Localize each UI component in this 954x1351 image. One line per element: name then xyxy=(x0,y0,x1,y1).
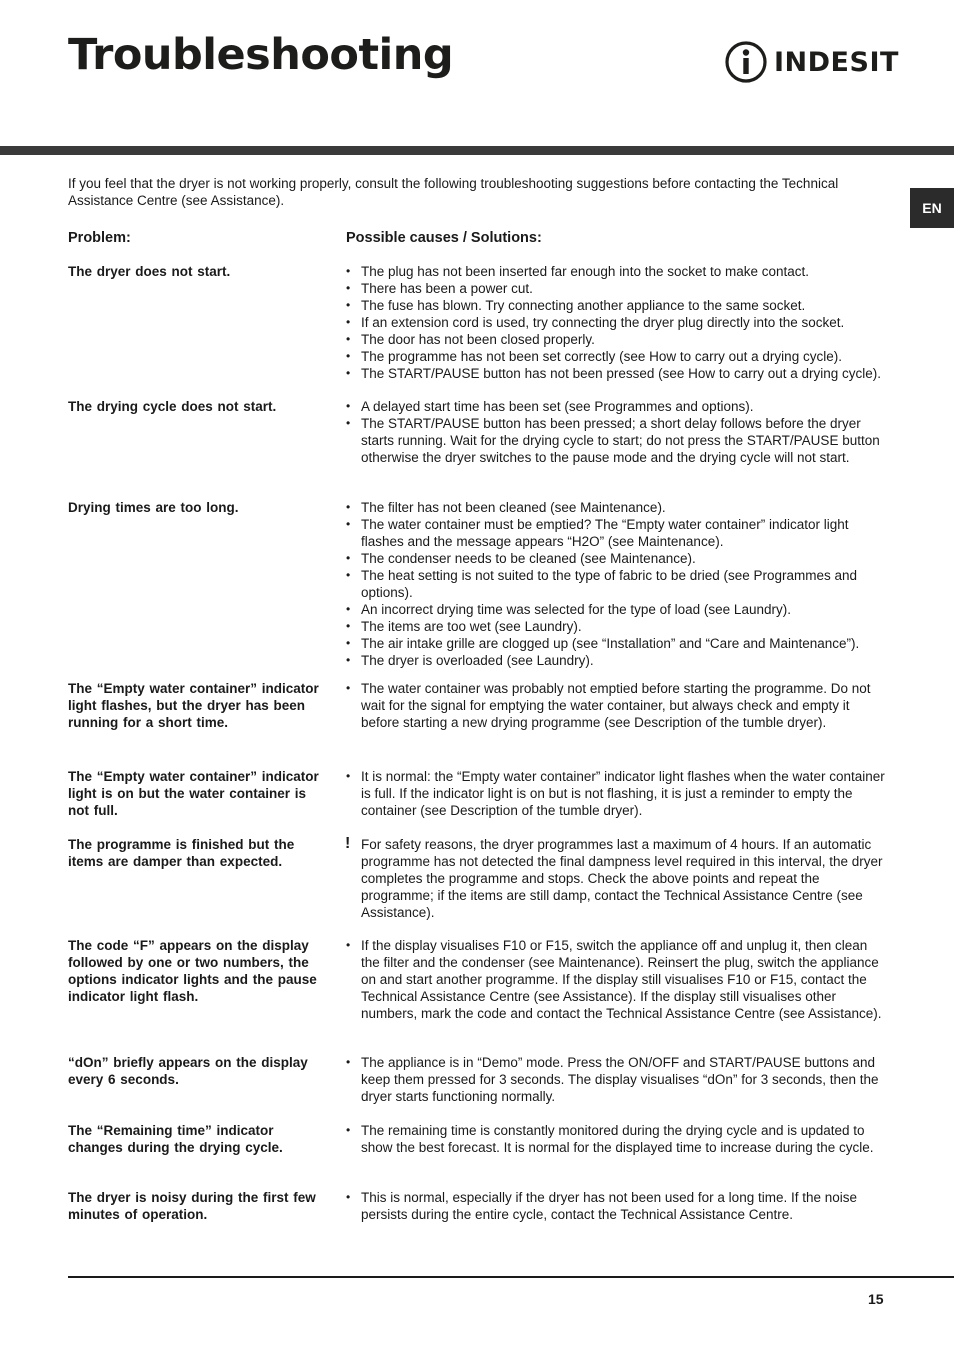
solution-item: • The door has not been closed properly. xyxy=(346,332,595,347)
solution-item: • The START/PAUSE button has been pressed; a short delay follows before the dryer starts running. Wait for the drying cycle to start; do not press the START/PAUSE button otherwise the dryer switches to the pause mode and the drying cycle will not start. xyxy=(346,416,880,465)
bullet-icon: • xyxy=(346,315,351,329)
language-tab: EN xyxy=(910,188,954,228)
solution-list xyxy=(346,680,886,731)
warning-icon: ! xyxy=(345,835,351,852)
bullet-icon: • xyxy=(346,1190,351,1204)
bullet-icon: • xyxy=(346,332,351,346)
solutions-column-heading: Possible causes / Solutions: xyxy=(346,230,542,246)
bullet-icon: • xyxy=(346,500,351,514)
solution-item: • This is normal, especially if the dryer has not been used for a long time. If the noise persists during the entire cycle, contact the Technical Assistance Centre. xyxy=(346,1190,858,1222)
intro-text: If you feel that the dryer is not working properly, consult the following troubleshooting suggestions before contacting the Technical Assistance Centre (see Assistance). xyxy=(68,176,839,208)
problem-text: “dOn” briefly appears on the display every 6 seconds. xyxy=(68,1055,308,1087)
bullet-icon: • xyxy=(346,619,351,633)
solution-item: • The programme has not been set correctly (see How to carry out a drying cycle). xyxy=(346,349,842,364)
solution-list xyxy=(346,1122,886,1156)
bullet-icon: • xyxy=(346,636,351,650)
indesit-logo-icon xyxy=(724,40,768,84)
solution-item: • The condenser needs to be cleaned (see Maintenance). xyxy=(346,551,696,566)
solution-list xyxy=(346,499,886,669)
bullet-icon: • xyxy=(346,653,351,667)
solution-item: • The plug has not been inserted far enough into the socket to make contact. xyxy=(346,264,810,279)
problem-text: The code “F” appears on the display followed by one or two numbers, the options indicator lights and the pause indicator light flash. xyxy=(68,938,317,1004)
solution-item: • The items are too wet (see Laundry). xyxy=(346,619,582,634)
solution-list xyxy=(346,768,886,819)
bullet-icon: • xyxy=(346,938,351,952)
bullet-icon: • xyxy=(346,349,351,363)
solution-item: • The air intake grille are clogged up (see “Installation” and “Care and Maintenance”). xyxy=(346,636,860,651)
solution-item: • The filter has not been cleaned (see Maintenance). xyxy=(346,500,666,515)
bullet-icon: • xyxy=(346,568,351,582)
problem-text: The drying cycle does not start. xyxy=(68,399,277,414)
bullet-icon: • xyxy=(346,399,351,413)
solution-item: • The remaining time is constantly monitored during the drying cycle and is updated to show the best forecast. It is normal for the displayed time to increase during the cycle. xyxy=(346,1123,874,1155)
bullet-icon: • xyxy=(346,517,351,531)
problem-column-heading: Problem: xyxy=(68,230,131,246)
page-title: Troubleshooting xyxy=(68,30,454,80)
problem-text: The dryer is noisy during the first few minutes of operation. xyxy=(68,1190,316,1222)
solution-list xyxy=(346,398,886,466)
bullet-icon: • xyxy=(346,1055,351,1069)
bullet-icon: • xyxy=(346,281,351,295)
bullet-icon: • xyxy=(346,416,351,430)
bullet-icon: • xyxy=(346,681,351,695)
bullet-icon: • xyxy=(346,551,351,565)
solution-item: • There has been a power cut. xyxy=(346,281,533,296)
solution-item: • The water container must be emptied? The “Empty water container” indicator light flashes and the message appears “H2O” (see Maintenance). xyxy=(346,517,849,549)
bullet-icon: • xyxy=(346,769,351,783)
solution-list xyxy=(346,937,886,1022)
solution-item: • A delayed start time has been set (see Programmes and options). xyxy=(346,399,754,414)
bullet-icon: • xyxy=(346,366,351,380)
solution-list xyxy=(346,836,886,921)
bullet-icon: • xyxy=(346,298,351,312)
solution-list xyxy=(346,1189,886,1223)
solution-list xyxy=(346,1054,886,1105)
brand-wordmark: INDESIT xyxy=(774,46,899,78)
solution-item: • It is normal: the “Empty water container” indicator light flashes when the water container is full. If the indicator light is on but is not flashing, it is just a reminder to empty the container (see Description of the tumble dryer). xyxy=(346,769,885,818)
bullet-icon: • xyxy=(346,602,351,616)
problem-text: The “Empty water container” indicator light flashes, but the dryer has been running for a short time. xyxy=(68,681,319,730)
solution-item: • The START/PAUSE button has not been pressed (see How to carry out a drying cycle). xyxy=(346,366,881,381)
solution-item: • The heat setting is not suited to the type of fabric to be dried (see Programmes and options). xyxy=(346,568,858,600)
solution-item: • The dryer is overloaded (see Laundry). xyxy=(346,653,594,668)
solution-list xyxy=(346,263,886,382)
solution-item: ! For safety reasons, the dryer programmes last a maximum of 4 hours. If an automatic programme has not detected the final dampness level required in this interval, the dryer completes the programme and stops. Check the above points and repeat the programme; if the items are still damp, contact the Technical Assistance Centre (see Assistance). xyxy=(345,835,883,920)
page-number: 15 xyxy=(868,1291,884,1307)
solution-item: • The appliance is in “Demo” mode. Press the ON/OFF and START/PAUSE buttons and keep them pressed for 3 seconds. The display visualises “dOn” for 3 seconds, then the dryer starts functioning normally. xyxy=(346,1055,879,1104)
header-divider xyxy=(0,146,954,155)
bullet-icon: • xyxy=(346,1123,351,1137)
problem-text: The dryer does not start. xyxy=(68,264,231,279)
solution-item: • If the display visualises F10 or F15, switch the appliance off and unplug it, then clean the filter and the condenser (see Maintenance). Reinsert the plug, switch the appliance on and start another programme. If the display still visualises F10 or F15, contact the Technical Assistance Centre (see Assistance). If the display still visualises other numbers, mark the code and contact the Technical Assistance Centre (see Assistance). xyxy=(346,938,882,1021)
problem-text: The “Remaining time” indicator changes during the drying cycle. xyxy=(68,1123,283,1155)
footer-divider xyxy=(68,1276,954,1278)
problem-text: The programme is finished but the items are damper than expected. xyxy=(68,837,295,869)
bullet-icon: • xyxy=(346,264,351,278)
problem-text: Drying times are too long. xyxy=(68,500,239,515)
solution-item: • The fuse has blown. Try connecting another appliance to the same socket. xyxy=(346,298,806,313)
solution-item: • If an extension cord is used, try connecting the dryer plug directly into the socket. xyxy=(346,315,845,330)
brand-logo xyxy=(724,40,899,84)
solution-item: • The water container was probably not emptied before starting the programme. Do not wait for the signal for emptying the water container, but always check and empty it before starting a new drying programme (see Description of the tumble dryer). xyxy=(346,681,871,730)
problem-text: The “Empty water container” indicator light is on but the water container is not full. xyxy=(68,769,319,818)
solution-item: • An incorrect drying time was selected for the type of load (see Laundry). xyxy=(346,602,791,617)
